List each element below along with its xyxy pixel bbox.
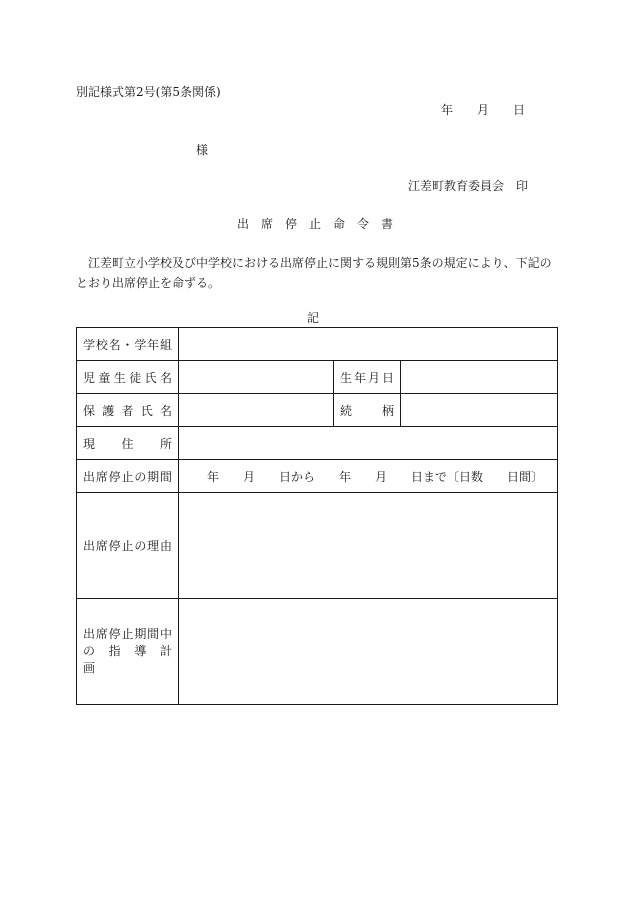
row-plan xyxy=(77,599,558,705)
reason-field[interactable] xyxy=(179,493,558,599)
address-label: 現 住 所 xyxy=(77,427,179,460)
body-text: 江差町立小学校及び中学校における出席停止に関する規則第5条の規定により、下記のとおり出席停止を命ずる。 xyxy=(76,256,552,290)
plan-label-line1: 出席停止期間中 xyxy=(83,627,172,641)
date-line: 年 月 日 xyxy=(441,103,526,117)
row-guardian xyxy=(77,394,558,427)
row-address xyxy=(77,427,558,460)
row-reason xyxy=(77,493,558,599)
relation-label: 続 柄 xyxy=(334,394,401,427)
recipient-suffix: 様 xyxy=(196,143,209,157)
issuer: 江差町教育委員会 印 xyxy=(408,179,529,193)
plan-label-line2: の 指 導 計 画 xyxy=(83,644,185,675)
ki-marker: 記 xyxy=(307,311,320,325)
birth-date-label: 生年月日 xyxy=(334,361,401,394)
document-title: 出 席 停 止 命 令 書 xyxy=(237,217,394,231)
address-field[interactable] xyxy=(179,427,558,460)
row-student xyxy=(77,361,558,394)
plan-label xyxy=(77,599,185,705)
relation-field[interactable] xyxy=(401,394,558,427)
period-label: 出席停止の期間 xyxy=(77,460,179,493)
guardian-name-label: 保護者氏名 xyxy=(77,394,179,427)
period-field[interactable]: 年 月 日から 年 月 日まで〔日数 日間〕 xyxy=(179,460,558,493)
birth-date-field[interactable] xyxy=(401,361,558,394)
school-label: 学校名・学年組 xyxy=(77,328,179,361)
row-period xyxy=(77,460,558,493)
reason-label: 出席停止の理由 xyxy=(77,493,179,599)
school-field[interactable] xyxy=(179,328,558,361)
student-name-field[interactable] xyxy=(179,361,334,394)
order-form-table xyxy=(76,327,558,705)
form-number: 別記様式第2号(第5条関係) xyxy=(76,85,221,99)
student-name-label: 児童生徒氏名 xyxy=(77,361,179,394)
plan-field[interactable] xyxy=(179,599,558,705)
row-school xyxy=(77,328,558,361)
guardian-name-field[interactable] xyxy=(179,394,334,427)
